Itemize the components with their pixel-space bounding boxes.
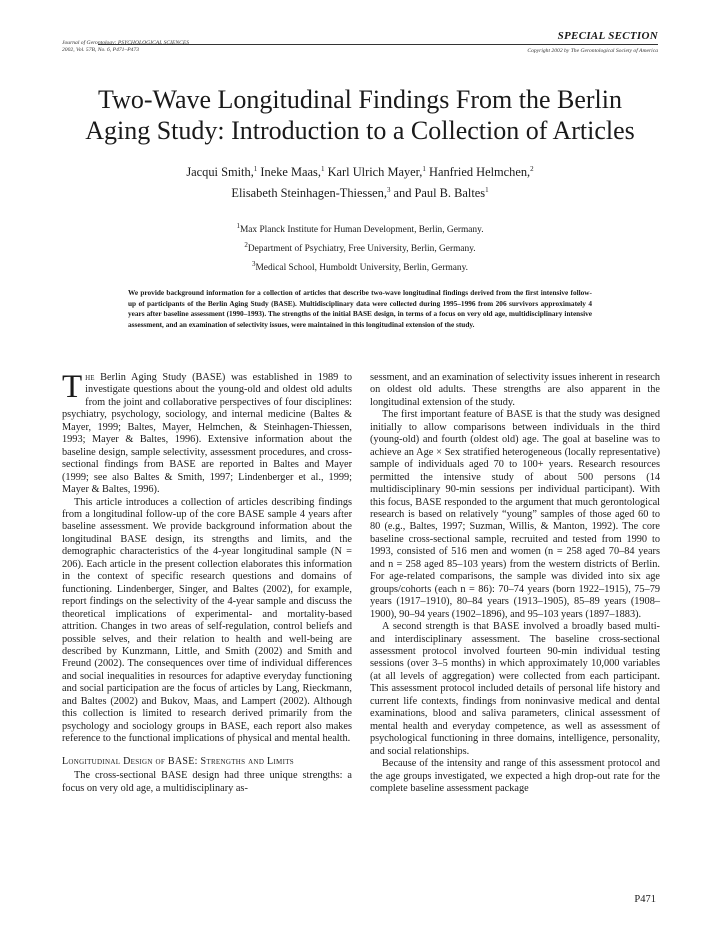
title-line-2: Aging Study: Introduction to a Collection of Articles	[85, 116, 635, 145]
author-affil-sup: 1	[253, 165, 258, 173]
author-affil-sup: 1	[485, 186, 489, 195]
journal-name: Journal of Gerontology: PSYCHOLOGICAL SCIENCES	[62, 40, 190, 46]
affiliation	[60, 219, 660, 238]
copyright-notice: Copyright 2002 by The Gerontological Society of America	[527, 48, 658, 54]
author-name: and Paul B. Baltes	[393, 186, 486, 201]
affiliation-text: Medical School, Humboldt University, Berlin, Germany.	[255, 263, 469, 274]
author-name: Ineke Maas,	[260, 165, 321, 180]
author-affil-sup: 1	[422, 165, 426, 173]
journal-citation: 2002, Vol. 57B, No. 6, P471–P473	[62, 47, 140, 53]
body-paragraph: sessment, and an examination of selectivity issues inherent in research on oldest old adults. These strengths are also apparent in the longitudinal extension of the study.	[370, 372, 660, 408]
affiliation-list	[60, 219, 660, 276]
affiliation	[60, 238, 660, 257]
left-column	[62, 369, 352, 795]
page-number: P471	[634, 894, 656, 905]
author-affil-sup: 1	[320, 165, 325, 173]
affiliation-text: Department of Psychiatry, Free University, Berlin, Germany.	[247, 244, 476, 255]
intro-paragraph-text: Berlin Aging Study (BASE) was established in 1989 to investigate questions about the young-old and oldest old adults from the joint and collaborative perspectives of four disciplines: psychiatry, psychology, sociology, and internal medicine (Baltes & Mayer, 1999; Baltes, Mayer, Helmchen, & Steinhagen-Thiessen, 1993; Mayer & Baltes, 1996). Extensive information about the baseline design, sample selectivity, assessment procedures, and cross-sectional findings from BASE are reported in Baltes and Mayer (1999; see also Baltes & Smith, 1997; Lindenberger et al., 1999; Mayer & Baltes, 1996).	[62, 372, 352, 496]
section-header	[98, 26, 658, 54]
author-name: Elisabeth Steinhagen-Thiessen,	[231, 186, 387, 201]
affiliation-text: Max Planck Institute for Human Development, Berlin, Germany.	[239, 225, 484, 236]
affiliation	[60, 257, 660, 276]
first-words: he	[85, 372, 95, 383]
body-paragraph: A second strength is that BASE involved a broadly based multi- and interdisciplinary assessment. The baseline cross-sectional assessment protocol involved fourteen 90-min individual testing sessions (over 3–5 months) in which approximately 10,000 variables (at all levels of aggregation) were collected from each participant. This assessment protocol included details of personal life history and current life contexts, findings from noninvasive medical and dental examinations, blood and saliva parameters, clinical assessment of mental health and everyday competence, as well as assessment of psychological functioning in three domains, intelligence, personality, and social relationships.	[370, 621, 660, 757]
author-name: Jacqui Smith,	[186, 165, 254, 180]
intro-paragraph	[62, 369, 352, 497]
author-name: Hanfried Helmchen,	[429, 165, 531, 180]
body-paragraph: This article introduces a collection of articles describing findings from a longitudinal follow-up of the core BASE sample 4 years after baseline assessment. We provide background information about the longitudinal BASE design, its strengths and limits, and the demographic characteristics of the 4-year longitudinal sample (N = 206). Each article in the present collection elaborates this information in the context of specific research questions and domains of functioning. Lindenberger, Singer, and Baltes (2002), for example, report findings on the selectivity of the 4-year sample and discuss the theoretical implications of experimental- and mortality-based attrition. Changes in two areas of self-regulation, control beliefs and possible selves, and their relation to health and well-being are described by Kunzmann, Little, and Smith (2002) and Smith and Freund (2002). The consequences over time of individual differences and social inequalities in resources for adaptive everyday functioning and social participation are the focus of articles by Lang, Rieckmann, and Baltes (2002) and Bukov, Maas, and Lampert (2002). Although this collection is limited to research derived primarily from the psychology and sociology groups in BASE, each report also makes reference to the functional implications of physical and mental health.	[62, 496, 352, 745]
abstract: We provide background information for a collection of articles that describe two-wave longitudinal findings derived from the first intensive follow-up of participants of the Berlin Aging Study (BASE). Multidisciplinary data were collected during 1995–1996 from 206 survivors approximately 4 years after baseline assessment (1990–1993). The strengths of the initial BASE design, in terms of a focus on very old age, multidisciplinary intensive assessment, and an examination of selectivity issues, were maintained in this longitudinal extension of the study.	[128, 288, 592, 329]
body-paragraph: Because of the intensity and range of this assessment protocol and the age groups investigated, we expected a high drop-out rate for the complete baseline assessment package	[370, 758, 660, 794]
affiliation-sup: 2	[244, 241, 248, 250]
affiliation-sup: 3	[251, 260, 256, 269]
author-affil-sup: 3	[386, 186, 391, 195]
author-name: Karl Ulrich Mayer,	[327, 165, 423, 180]
right-column	[370, 372, 660, 795]
body-paragraph: The cross-sectional BASE design had three unique strengths: a focus on very old age, a multidisciplinary as-	[62, 770, 352, 794]
drop-cap: T	[62, 369, 83, 405]
title-line-1: Two-Wave Longitudinal Findings From the Berlin	[98, 85, 622, 114]
article-title	[60, 84, 660, 146]
special-section-label: SPECIAL SECTION	[98, 30, 658, 45]
body-paragraph: The first important feature of BASE is that the study was designed initially to allow comparisons between individuals in the third (young-old) and fourth (oldest old) age. The goal at baseline was to achieve an Age × Sex stratified heterogeneous (locally representative) sample of individuals aged 70 to 100+ years. Research resources permitted the intensive study of about 500 persons (14 multidisciplinary 90-min sessions per individual participant). With this focus, BASE responded to the argument that much gerontological research is based on relatively “young” samples of those aged 60 to 80 (e.g., Baltes, 1997; Suzman, Willis, & Manton, 1992). The core baseline cross-sectional sample, recruited and tested from 1990 to 1993, consisted of 516 men and women (n = 258 aged 70–84 years and n = 258 aged 85–103 years) from the western districts of Berlin. For age-related comparisons, the sample was divided into six age groups/cohorts (each n = 86): 70–74 years (born 1922–1915), 75–79 years (1917–1910), 80–84 years (1913–1905), 85–89 years (1908–1900), 90–94 years (1902–1896), and 95–103 years (1897–1883).	[370, 409, 660, 620]
author-affil-sup: 2	[530, 165, 534, 173]
section-heading: Longitudinal Design of BASE: Strengths and Limits	[62, 755, 294, 767]
affiliation-sup: 1	[236, 222, 240, 230]
author-list	[60, 160, 660, 202]
